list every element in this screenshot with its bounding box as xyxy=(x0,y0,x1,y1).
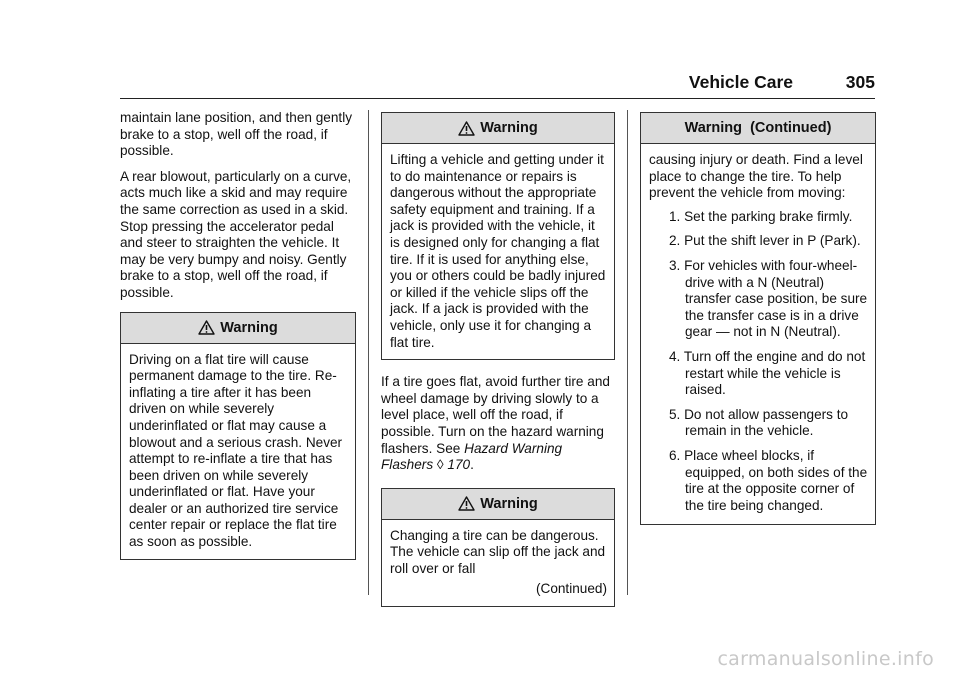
warning-body: Driving on a flat tire will cause permanent damage to the tire. Re-inflating a tire after it has been driven on while severely underinflated or flat may cause a blowout and a serious crash. Never attempt to re-inflate a tire that has been driven on while severely underinflated or flat. Have your dealer or an authorized tire service center repair or replace the flat tire as soon as possible. xyxy=(129,351,343,550)
paragraph: A rear blowout, particularly on a curve, acts much like a skid and may require the same correction as used in a skid. Stop pressing the accelerator pedal and steer to straighten the vehicle. It may be very bumpy and noisy. Gently brake to a stop, well off the road, if possible. xyxy=(120,168,352,300)
paragraph xyxy=(381,374,615,474)
step-item: 4. Turn off the engine and do not restart while the vehicle is raised. xyxy=(669,348,866,398)
warning-header xyxy=(382,113,614,144)
step-item: 2. Put the shift lever in P (Park). xyxy=(669,233,861,249)
paragraph-end: . xyxy=(470,457,474,473)
page-reference-icon: ◊ xyxy=(436,457,444,473)
warning-box xyxy=(381,488,615,607)
warning-header xyxy=(641,113,875,144)
warning-title: Warning xyxy=(480,495,538,512)
warning-header xyxy=(382,489,614,520)
paragraph: maintain lane position, and then gently brake to a stop, well off the road, if possible. xyxy=(120,110,353,159)
column-middle xyxy=(381,102,615,607)
column-divider xyxy=(368,110,369,595)
column-right xyxy=(640,102,876,525)
warning-title: Warning xyxy=(480,120,538,136)
warning-header xyxy=(121,313,355,344)
page-number: 305 xyxy=(845,72,875,92)
warning-body: Lifting a vehicle and getting under it to do maintenance or repairs is dangerous without the appropriate safety equipment and training. If a jack is provided with the vehicle, it is designed only for changing a flat tire. If it is used for anything else, you or others could be badly injured or killed if the vehicle slips off the jack. If a jack is provided with the vehicle, only use it for changing a flat tire. xyxy=(390,152,606,350)
warning-triangle-icon xyxy=(458,496,475,511)
step-item: 1. Set the parking brake firmly. xyxy=(669,208,853,224)
cross-reference-link[interactable]: Hazard Warning Flashers xyxy=(381,440,563,473)
page-reference[interactable]: 170 xyxy=(447,457,471,473)
column-divider xyxy=(627,110,628,595)
warning-text: Changing a tire can be dangerous. The vehicle can slip off the jack and roll over or fall xyxy=(390,527,606,576)
warning-title: Warning (Continued) xyxy=(684,120,832,136)
section-title: Vehicle Care xyxy=(688,72,793,92)
step-item: 3. For vehicles with four-wheel-drive with a N (Neutral) transfer case position, be sure the transfer case is in a drive gear — not in N (Neutral). xyxy=(669,257,868,340)
steps-list xyxy=(649,209,868,515)
step-item: 5. Do not allow passengers to remain in the vehicle. xyxy=(669,406,849,439)
step-item: 6. Place wheel blocks, if equipped, on both sides of the tire at the opposite corner of the tire being changed. xyxy=(669,447,868,513)
warning-box xyxy=(381,112,615,360)
warning-triangle-icon xyxy=(458,121,475,136)
continued-label: (Continued) xyxy=(535,581,607,597)
warning-triangle-icon xyxy=(198,320,215,335)
warning-box xyxy=(640,112,876,525)
page-header xyxy=(120,70,875,99)
warning-intro: causing injury or death. Find a level place to change the tire. To help prevent the vehicle from moving: xyxy=(649,152,863,201)
warning-body xyxy=(382,520,614,606)
warning-box xyxy=(120,312,356,560)
paragraph-text: If a tire goes flat, avoid further tire and wheel damage by driving slowly to a level place, well off the road, if possible. Turn on the hazard warning flashers. See xyxy=(381,374,610,456)
column-left xyxy=(120,110,356,560)
watermark: carmanualsonline.info xyxy=(717,648,934,670)
warning-body xyxy=(641,144,875,524)
warning-title: Warning xyxy=(220,319,278,336)
